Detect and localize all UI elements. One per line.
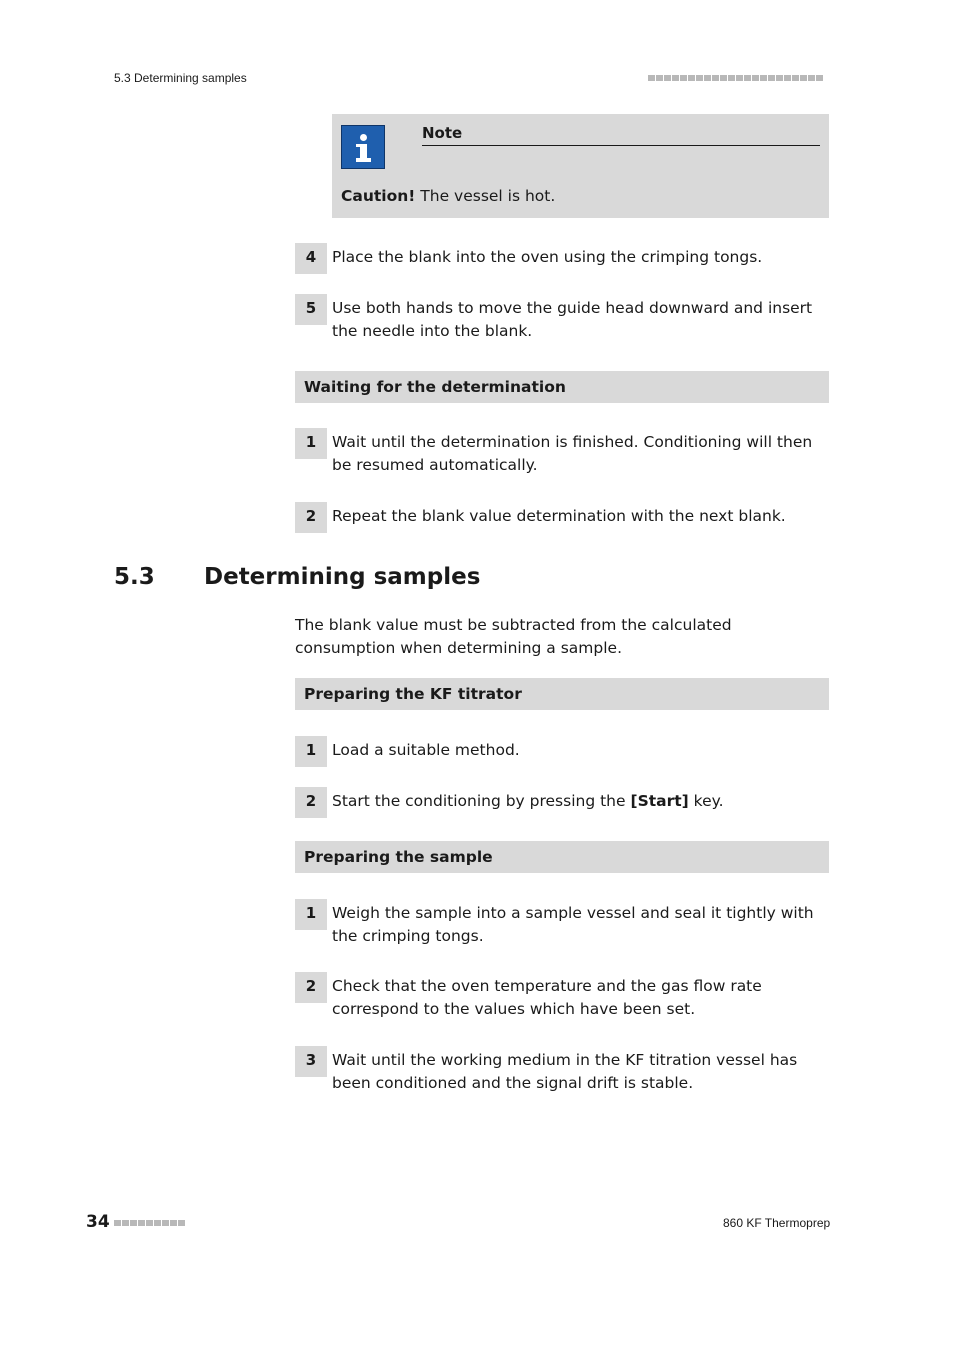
step-number: 3 xyxy=(295,1046,327,1077)
step-number: 5 xyxy=(295,294,327,325)
step-text: Place the blank into the oven using the crimping tongs. xyxy=(332,248,763,266)
running-header-title: 5.3 Determining samples xyxy=(114,71,247,85)
step-text: Wait until the working medium in the KF titration vessel has been conditioned and the signal drift is stable. xyxy=(332,1051,798,1092)
section-intro: The blank value must be subtracted from the calculated consumption when determining a sample. xyxy=(295,616,732,657)
info-icon xyxy=(341,125,385,169)
step-number: 1 xyxy=(295,736,327,767)
start-key-label: [Start] xyxy=(630,792,689,810)
step-text xyxy=(332,790,829,813)
step-text: Use both hands to move the guide head downward and insert the needle into the blank. xyxy=(332,299,813,340)
step-number: 1 xyxy=(295,899,327,930)
step-text: Repeat the blank value determination with the next blank. xyxy=(332,507,786,525)
section-title: Determining samples xyxy=(204,564,481,590)
step-number: 4 xyxy=(295,243,327,274)
step-number: 2 xyxy=(295,787,327,818)
step-number: 1 xyxy=(295,428,327,459)
step-text-after: key. xyxy=(688,792,724,810)
step-text: Weigh the sample into a sample vessel and seal it tightly with the crimping tongs. xyxy=(332,904,814,945)
note-title: Note xyxy=(422,124,463,142)
note-text xyxy=(341,187,555,205)
step-text: Load a suitable method. xyxy=(332,741,520,759)
page-number: 34 xyxy=(86,1212,110,1232)
step-text: Wait until the determination is finished. Conditioning will then be resumed automatically. xyxy=(332,433,813,474)
step-number: 2 xyxy=(295,972,327,1003)
note-box xyxy=(332,114,829,218)
subsection-heading-waiting: Waiting for the determination xyxy=(295,371,829,403)
note-body: The vessel is hot. xyxy=(415,187,556,205)
caution-label: Caution! xyxy=(341,187,416,205)
header-decoration xyxy=(648,75,823,81)
subsection-heading-sample: Preparing the sample xyxy=(295,841,829,873)
step-text: Check that the oven temperature and the gas flow rate correspond to the values which have been set. xyxy=(332,977,762,1018)
step-text-before: Start the conditioning by pressing the xyxy=(332,792,631,810)
step-number: 2 xyxy=(295,502,327,533)
footer-decoration xyxy=(114,1220,185,1226)
subsection-heading-titrator: Preparing the KF titrator xyxy=(295,678,829,710)
note-divider xyxy=(422,145,820,146)
document-name: 860 KF Thermoprep xyxy=(723,1216,831,1230)
section-number: 5.3 xyxy=(114,564,155,590)
